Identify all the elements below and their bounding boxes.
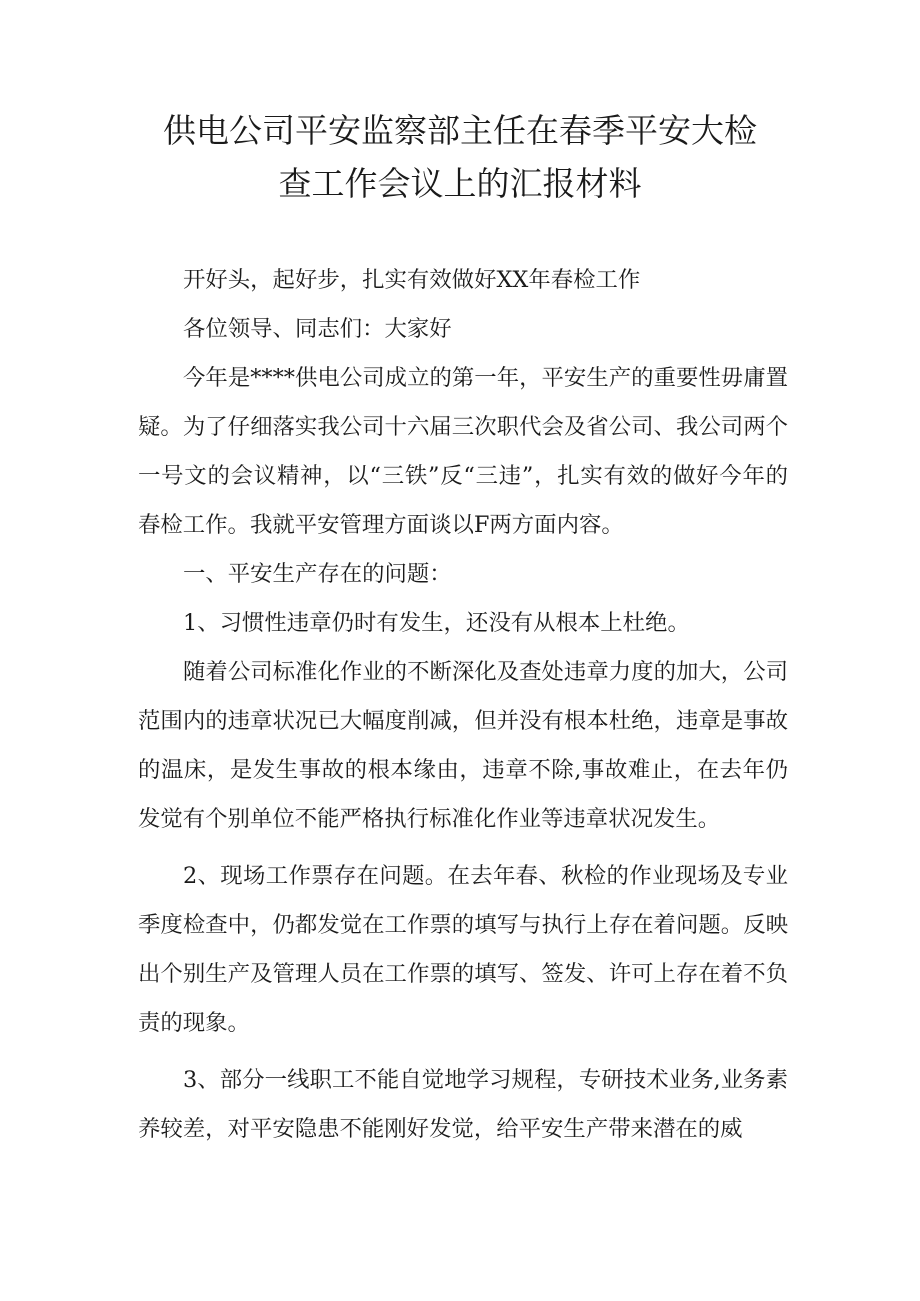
item-3-paragraph: 3、部分一线职工不能自觉地学习规程，专研技术业务,业务素养较差，对平安隐患不能刚好发觉，给平安生产带来潜在的威 (138, 1067, 788, 1142)
section-heading: 一、平安生产存在的问题： (183, 561, 452, 587)
title-line-2: 查工作会议上的汇报材料 (278, 164, 642, 203)
title-line-1: 供电公司平安监察部主任在春季平安大检 (163, 111, 757, 150)
item-1-heading: 1、习惯性违章仍时有发生，还没有从根本上杜绝。 (183, 610, 690, 636)
item-1-paragraph: 随着公司标准化作业的不断深化及查处违章力度的加大，公司范围内的违章状况已大幅度削减，但并没有根本杜绝，违章是事故的温床，是发生事故的根本缘由，违章不除,事故难止，在去年仍发觉有个别单位不能严格执行标准化作业等违章状况发生。 (138, 659, 788, 832)
subtitle-paragraph: 开好头，起好步，扎实有效做好XX年春检工作 (183, 267, 641, 293)
intro-paragraph: 今年是****供电公司成立的第一年，平安生产的重要性毋庸置疑。为了仔细落实我公司十六届三次职代会及省公司、我公司两个一号文的会议精神，以“三铁”反“三违”，扎实有效的做好今年的春检工作。我就平安管理方面谈以F两方面内容。 (138, 365, 788, 538)
document-body (138, 256, 788, 1154)
document-title (100, 104, 820, 210)
greeting-paragraph: 各位领导、同志们：大家好 (183, 316, 452, 342)
item-2-paragraph: 2、现场工作票存在问题。在去年春、秋检的作业现场及专业季度检查中，仍都发觉在工作票的填写与执行上存在着问题。反映出个别生产及管理人员在工作票的填写、签发、许可上存在着不负责的现象。 (138, 863, 788, 1036)
